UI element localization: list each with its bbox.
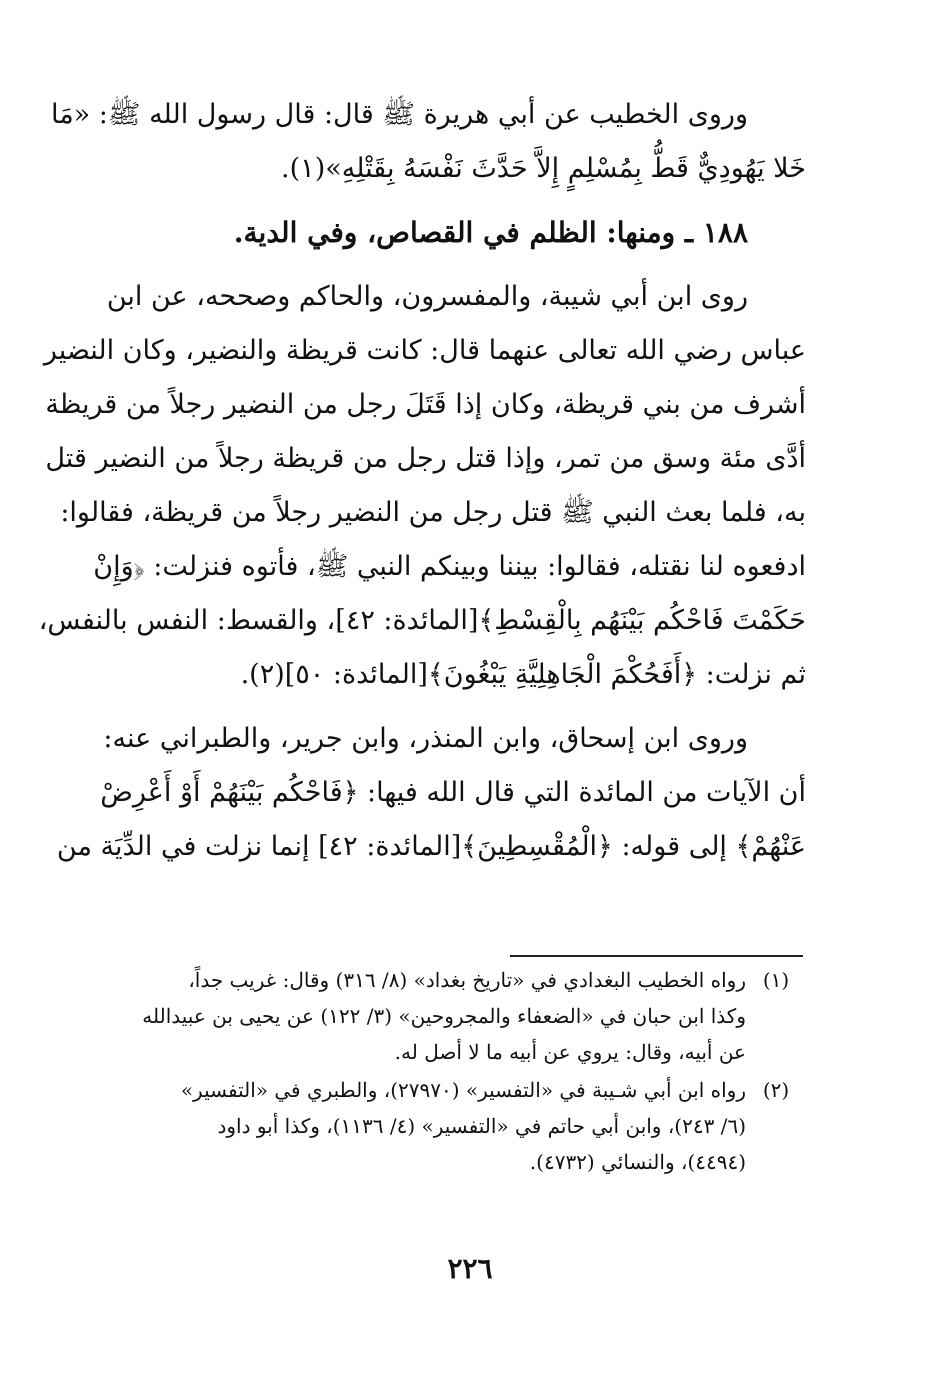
page-number: ٢٢٦: [447, 1252, 493, 1285]
footnote-line: رواه الخطيب البغدادي في «تاريخ بغداد» (٨/ ٣١٦) وقال: غريب جداً،: [188, 968, 746, 992]
footnote-body: [98, 962, 746, 1070]
footnote-1: [98, 962, 806, 1070]
paragraph-gap: [98, 196, 806, 206]
paragraph-gap: [98, 702, 806, 712]
text-line: ثم نزلت: ﴿أَفَحُكْمَ الْجَاهِلِيَّةِ يَبْغُونَ﴾[المائدة: ٥٠](٢).: [240, 659, 806, 690]
text-line: أدَّى مئة وسق من تمر، وإذا قتل رجل من قريظة رجلاً من النضير قتل: [45, 443, 806, 474]
footnote-number: (١): [762, 968, 790, 992]
footnote-line: (٤٤٩٤)، والنسائي (٤٧٣٢).: [529, 1150, 746, 1174]
text-line: به، فلما بعث النبي ﷺ قتل رجل من النضير رجلاً من قريظة، فقالوا:: [60, 497, 806, 528]
footnote-line: رواه ابن أبي شـيبة في «التفسير» (٢٧٩٧٠)، والطبري في «التفسير»: [180, 1078, 746, 1102]
footnote-line: وكذا ابن حبان في «الضعفاء والمجروحين» (٣/ ١٢٢) عن يحيى بن عبيدالله: [142, 1004, 746, 1028]
text-line: روى ابن أبي شيبة، والمفسرون، والحاكم وصححه، عن ابن: [106, 281, 748, 312]
text-line: عَنْهُمْ﴾ إلى قوله: ﴿الْمُقْسِطِينَ﴾[المائدة: ٤٢] إنما نزلت في الدِّيَة من: [56, 831, 806, 862]
section-heading: ١٨٨ ـ ومنها: الظلم في القصاص، وفي الدية.: [233, 216, 748, 249]
text-line: وروى ابن إسحاق، وابن المنذر، وابن جرير، والطبراني عنه:: [103, 723, 748, 754]
text-line: أشرف من بني قريظة، وكان إذا قَتَلَ رجل من النضير رجلاً من قريظة: [45, 389, 806, 420]
footnote-line: (٦/ ٢٤٣)، وابن أبي حاتم في «التفسير» (٤/ ١١٣٦)، وكذا أبو داود: [217, 1114, 746, 1138]
text-line: خَلا يَهُودِيٌّ قَطُّ بِمُسْلِمٍ إِلاَّ حَدَّثَ نَفْسَهُ بِقَتْلِهِ»(١).: [281, 153, 806, 184]
text-line: حَكَمْتَ فَاحْكُم بَيْنَهُم بِالْقِسْطِ﴾[المائدة: ٤٢]، والقسط: النفس بالنفس،: [38, 605, 806, 636]
footnote-number: (٢): [762, 1078, 790, 1102]
footnotes: [98, 962, 806, 1182]
text-line: وروى الخطيب عن أبي هريرة ﷺ قال: قال رسول الله ﷺ: «مَا: [50, 99, 748, 130]
text-line: عباس رضي الله تعالى عنهما قال: كانت قريظة والنضير، وكان النضير: [43, 335, 806, 366]
footnote-body: [98, 1072, 746, 1180]
paragraph-gap: [98, 260, 806, 270]
main-text: [38, 88, 806, 874]
paragraph-3: [56, 712, 806, 874]
footnote-divider: [510, 955, 803, 957]
paragraph-2: [38, 270, 806, 702]
text-line: أن الآيات من المائدة التي قال الله فيها: ﴿فَاحْكُم بَيْنَهُمْ أَوْ أَعْرِضْ: [100, 777, 806, 808]
text-line: ادفعوه لنا نقتله، فقالوا: بيننا وبينكم النبي ﷺ، فأتوه فنزلت: ﴿وَإِنْ: [93, 551, 806, 582]
paragraph-1: [50, 88, 806, 196]
footnote-2: [98, 1072, 806, 1180]
footnote-line: عن أبيه، وقال: يروي عن أبيه ما لا أصل له.: [394, 1040, 746, 1064]
